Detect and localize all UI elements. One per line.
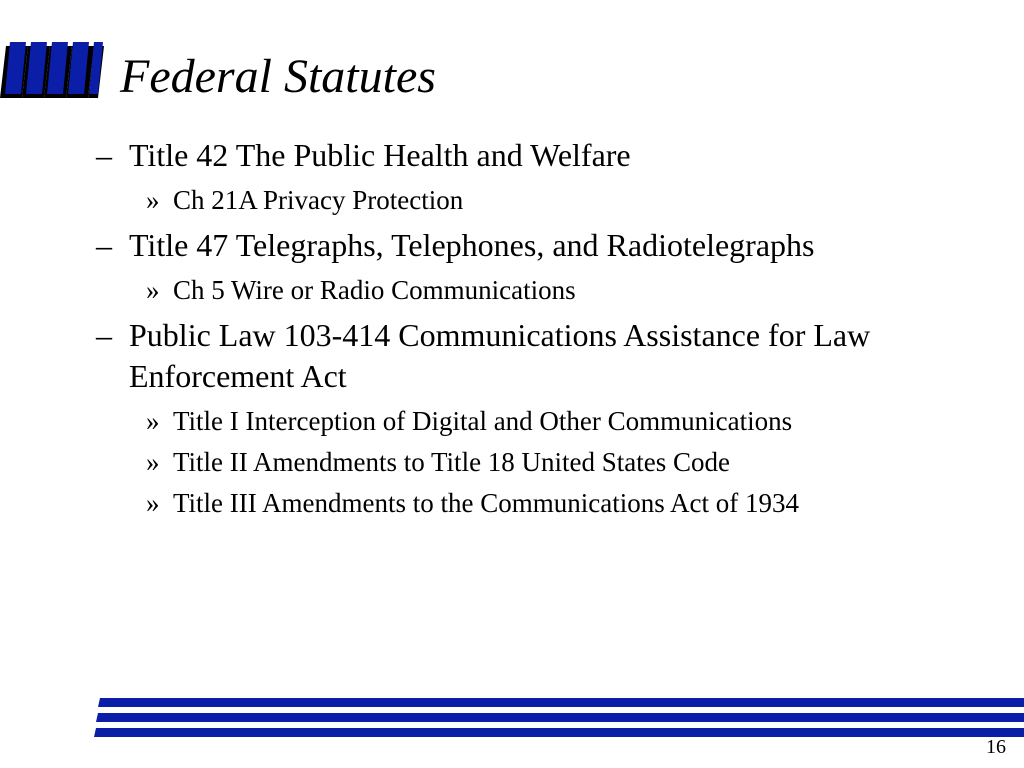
bullet-text: Title 47 Telegraphs, Telephones, and Radiotelegraphs: [129, 227, 815, 263]
bullet-item: [96, 225, 956, 266]
page-number: 16: [986, 736, 1006, 758]
dash-marker: –: [96, 137, 112, 173]
dash-marker: –: [96, 317, 112, 353]
footer-stripes: [0, 698, 1024, 740]
sub-bullet-text: Title I Interception of Digital and Other Communications: [173, 406, 793, 436]
slide-title: Federal Statutes: [120, 50, 436, 103]
sub-bullet-item: [146, 273, 966, 307]
sub-bullet-item: [146, 486, 966, 520]
sub-bullet-marker: »: [146, 275, 160, 305]
bullet-text: Public Law 103-414 Communications Assistance for Law Enforcement Act: [129, 317, 871, 394]
bullet-item: [96, 135, 956, 176]
sub-bullet-marker: »: [146, 406, 160, 436]
sub-bullet-item: [146, 183, 966, 217]
sub-bullet-item: [146, 445, 966, 479]
sub-bullet-text: Title II Amendments to Title 18 United States Code: [173, 447, 731, 477]
sub-bullet-text: Ch 21A Privacy Protection: [173, 185, 464, 215]
bullet-item: [96, 315, 956, 397]
sub-bullet-text: Title III Amendments to the Communications Act of 1934: [173, 488, 799, 518]
sub-bullet-item: [146, 404, 966, 438]
sub-bullet-text: Ch 5 Wire or Radio Communications: [173, 275, 576, 305]
sub-bullet-marker: »: [146, 488, 160, 518]
bullet-text: Title 42 The Public Health and Welfare: [129, 137, 631, 173]
sub-bullet-marker: »: [146, 447, 160, 477]
sub-bullet-marker: »: [146, 185, 160, 215]
dash-marker: –: [96, 227, 112, 263]
